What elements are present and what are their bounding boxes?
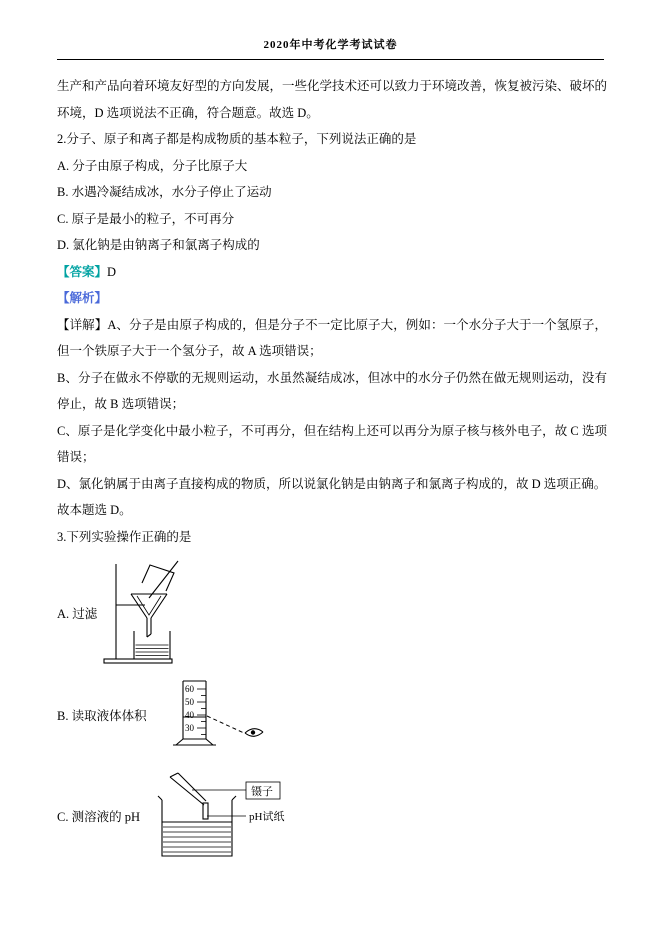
answer-value: D	[107, 264, 117, 279]
page-header	[0, 0, 661, 60]
scale-mark-50: 50	[184, 697, 194, 707]
question2-option-a: A. 分子由原子构成，分子比原子大	[57, 158, 248, 173]
question3-option-b-row	[57, 676, 607, 756]
detail-paragraph-b: B、分子在做永不停歇的无规则运动，水虽然凝结成冰，但冰中的水分子仍然在做无规则运动，没有停止，故 B 选项错误；	[57, 370, 607, 411]
question3-option-a-label: A. 过滤	[57, 606, 98, 621]
detail-paragraph-c: C、原子是化学变化中最小粒子，不可再分，但在结构上还可以再分为原子核与核外电子，故 C 选项错误；	[57, 423, 607, 464]
stand-base	[104, 659, 172, 663]
answer-line	[57, 259, 607, 286]
detail-paragraph-d: D、氯化钠属于由离子直接构成的物质，所以说氯化钠是由钠离子和氯离子构成的，故 D 选项正确。	[57, 476, 607, 491]
conclusion-line: 故本题选 D。	[57, 503, 132, 517]
scale-mark-30: 30	[184, 723, 194, 733]
analysis-label: 【解析】	[57, 291, 108, 305]
analysis-conclusion-paragraph: 生产和产品向着环境友好型的方向发展，一些化学技术还可以致力于环境改善，恢复被污染、破坏的环境，D 选项说法不正确，符合题意。故选 D。	[57, 79, 608, 120]
measuring-cylinder-diagram	[153, 676, 271, 756]
funnel-left	[131, 594, 147, 618]
ph-paper-strip	[203, 803, 208, 819]
scale-mark-40: 40	[184, 710, 194, 720]
analysis-line	[57, 285, 607, 312]
detail-label: 【详解】	[57, 317, 108, 332]
question3-stem: 3.下列实验操作正确的是	[57, 529, 192, 544]
beaker-lip-left	[158, 796, 162, 800]
tweezers-arm	[170, 777, 204, 805]
question2-option-c: C. 原子是最小的粒子，不可再分	[57, 211, 235, 226]
scale-mark-60: 60	[184, 684, 194, 694]
detail-paragraph-a	[57, 312, 607, 365]
document-content	[0, 60, 661, 864]
beaker-lip-right	[232, 796, 236, 800]
question3-option-a-row	[57, 558, 607, 670]
ph-test-diagram	[146, 770, 314, 864]
funnel-stem-tip	[147, 634, 151, 637]
tweezers-joint	[170, 773, 178, 777]
document-title: 2020年中考化学考试试卷	[263, 39, 398, 51]
question2-stem: 2.分子、原子和离子都是构成物质的基本粒子，下列说法正确的是	[57, 132, 417, 146]
sight-line	[207, 716, 244, 733]
cylinder-foot-left	[176, 739, 183, 745]
question2-option-b: B. 水遇冷凝结成冰，水分子停止了运动	[57, 185, 272, 199]
funnel-right	[151, 594, 167, 618]
question3-option-c-row	[57, 770, 607, 864]
question3-option-c-label: C. 测溶液的 pH	[57, 809, 140, 824]
detail-text-a: A、分子是由原子构成的，但是分子不一定比原子大，例如：一个水分子大于一个氢原子，但一个铁原子大于一个氢分子，故 A 选项错误；	[57, 317, 607, 358]
filtration-diagram	[103, 558, 195, 670]
ph-paper-label: pH试纸	[249, 811, 285, 823]
question3-option-b-label: B. 读取液体体积	[57, 708, 147, 723]
answer-label: 【答案】	[57, 264, 108, 279]
eye-pupil	[250, 730, 254, 734]
tweezers-label: 镊子	[251, 786, 273, 798]
beaker	[162, 800, 232, 856]
cylinder-foot-right	[206, 739, 213, 745]
question2-option-d: D. 氯化钠是由钠离子和氯离子构成的	[57, 238, 260, 252]
